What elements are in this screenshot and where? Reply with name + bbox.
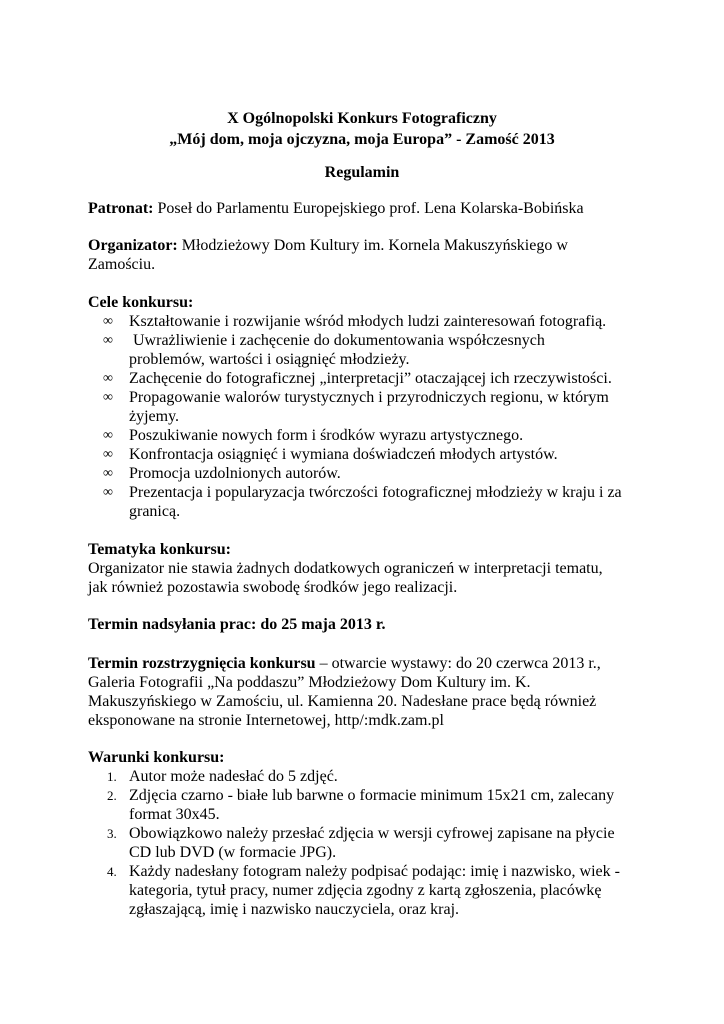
tematyka-text-2: jak również pozostawia swobodę środków jego realizacji. [88, 579, 458, 596]
list-item: Poszukiwanie nowych form i środków wyrazu artystycznego. [129, 427, 524, 444]
list-item-cont: żyjemy. [129, 408, 180, 425]
tematyka-text-1: Organizator nie stawia żadnych dodatkowych ograniczeń w interpretacji tematu, [88, 560, 603, 577]
bullet-icon: ∞ [103, 333, 113, 348]
organizator-line [88, 236, 568, 255]
regulamin-heading: Regulamin [324, 164, 400, 181]
organizator-text: Młodzieżowy Dom Kultury im. Kornela Makuszyńskiego w [177, 237, 568, 254]
bullet-icon: ∞ [103, 371, 113, 386]
list-number: 3. [107, 826, 117, 841]
cele-heading: Cele konkursu: [88, 294, 194, 311]
title-line-1: X Ogólnopolski Konkurs Fotograficzny [227, 110, 497, 127]
list-item: Prezentacja i popularyzacja twórczości fotograficznej młodzieży w kraju i za [129, 484, 622, 501]
list-item: Każdy nadesłany fotogram należy podpisać podając: imię i nazwisko, wiek - [129, 863, 620, 880]
bullet-icon: ∞ [103, 447, 113, 462]
bullet-icon: ∞ [103, 390, 113, 405]
patronat-line [88, 199, 584, 218]
organizator-label: Organizator: [88, 237, 178, 254]
termin-rozstrzygniecia-text: – otwarcie wystawy: do 20 czerwca 2013 r., [315, 655, 601, 672]
patronat-text: Poseł do Parlamentu Europejskiego prof. Lena Kolarska-Bobińska [153, 200, 584, 217]
termin-nadsylania: Termin nadsyłania prac: do 25 maja 2013 r. [88, 616, 386, 633]
list-item: Zdjęcia czarno - białe lub barwne o formacie minimum 15x21 cm, zalecany [129, 787, 615, 804]
termin-rozstrzygniecia-line-2: Galeria Fotografii „Na poddaszu” Młodzieżowy Dom Kultury im. K. [88, 674, 531, 691]
termin-rozstrzygniecia-line-4: eksponowane na stronie Internetowej, http/:mdk.zam.pl [88, 712, 444, 729]
list-item-cont: granicą. [129, 503, 181, 520]
list-item: Konfrontacja osiągnięć i wymiana doświadczeń młodych artystów. [129, 446, 558, 463]
list-item-cont: format 30x45. [129, 806, 220, 823]
termin-rozstrzygniecia-line-1 [88, 654, 601, 673]
termin-rozstrzygniecia-label: Termin rozstrzygnięcia konkursu [88, 655, 316, 672]
warunki-heading: Warunki konkursu: [88, 749, 225, 766]
tematyka-heading: Tematyka konkursu: [88, 541, 232, 558]
list-number: 1. [107, 769, 117, 784]
list-item: Kształtowanie i rozwijanie wśród młodych ludzi zainteresowań fotografią. [129, 313, 607, 330]
list-item: Obowiązkowo należy przesłać zdjęcia w wersji cyfrowej zapisane na płycie [129, 825, 615, 842]
list-item-cont: zgłaszającą, imię i nazwisko nauczyciela, oraz kraj. [129, 901, 460, 918]
list-item-cont: problemów, wartości i osiągnięć młodzieży. [129, 351, 410, 368]
organizator-line-2: Zamościu. [88, 256, 156, 273]
list-item-cont: CD lub DVD (w formacie JPG). [129, 844, 337, 861]
bullet-icon: ∞ [103, 428, 113, 443]
list-item: Uwrażliwienie i zachęcenie do dokumentowania współczesnych [129, 332, 545, 349]
list-number: 2. [107, 788, 117, 803]
list-item: Propagowanie walorów turystycznych i przyrodniczych regionu, w którym [129, 389, 609, 406]
patronat-label: Patronat: [88, 200, 154, 217]
list-number: 4. [107, 864, 117, 879]
list-item: Autor może nadesłać do 5 zdjęć. [129, 768, 338, 785]
list-item: Zachęcenie do fotograficznej „interpretacji” otaczającej ich rzeczywistości. [129, 370, 612, 387]
bullet-icon: ∞ [103, 466, 113, 481]
termin-rozstrzygniecia-line-3: Makuszyńskiego w Zamościu, ul. Kamienna 20. Nadesłane prace będą również [88, 693, 597, 710]
list-item: Promocja uzdolnionych autorów. [129, 465, 341, 482]
list-item-cont: kategoria, tytuł pracy, numer zdjęcia zgodny z kartą zgłoszenia, placówkę [129, 882, 602, 899]
bullet-icon: ∞ [103, 314, 113, 329]
bullet-icon: ∞ [103, 485, 113, 500]
title-line-2: „Mój dom, moja ojczyzna, moja Europa” - Zamość 2013 [169, 131, 555, 148]
